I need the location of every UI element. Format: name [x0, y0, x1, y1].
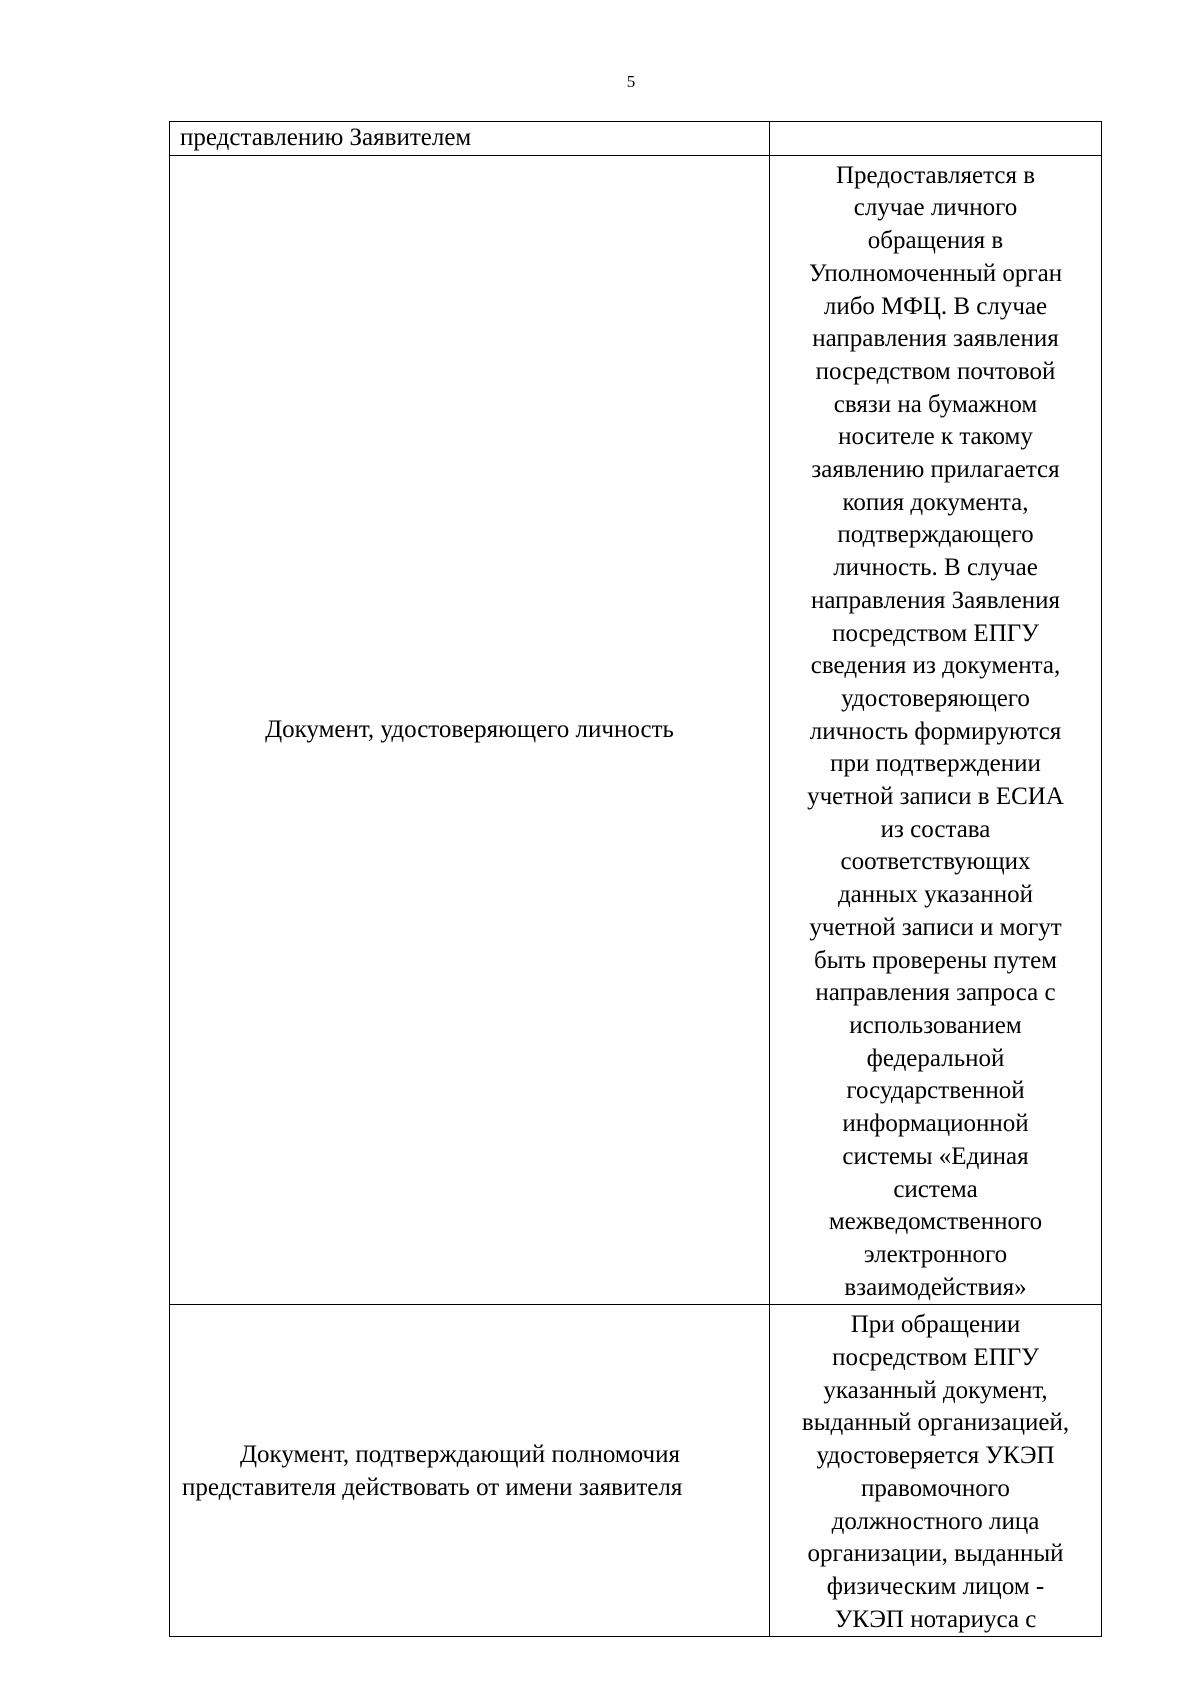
table-cell-note — [770, 122, 1102, 156]
text-line: выданный организацией, — [801, 1409, 1070, 1437]
text-line: личность. В случае — [833, 554, 1038, 582]
table-cell-document-name — [170, 1305, 770, 1637]
text-line: посредством ЕПГУ — [832, 619, 1039, 647]
table-cell-document-name: представлению Заявителем — [170, 122, 770, 156]
text-line: направления заявления — [812, 325, 1059, 353]
text-line: использованием — [849, 1011, 1022, 1039]
text-line: обращения в — [867, 227, 1004, 255]
text-line: сведения из документа, — [810, 652, 1061, 680]
text-line: из состава — [880, 815, 991, 843]
text-line: Предоставляется в — [835, 161, 1035, 189]
text-line: информационной — [842, 1110, 1029, 1138]
text-line: учетной записи и могут — [809, 913, 1062, 941]
text-line: межведомственного — [828, 1208, 1043, 1236]
text-line: правомочного — [861, 1474, 1010, 1502]
text-line: либо МФЦ. В случае — [823, 292, 1048, 320]
text-line: УКЭП нотариуса с — [834, 1605, 1037, 1633]
text-line: представителя действовать от имени заявителя — [182, 1473, 683, 1501]
text-line: федеральной — [866, 1044, 1005, 1072]
text-line: электронного — [863, 1240, 1008, 1268]
text-line: быть проверены путем — [814, 946, 1057, 974]
text-line: государственной — [846, 1077, 1025, 1105]
text-line: При обращении — [850, 1311, 1021, 1339]
table-cell-note — [770, 1305, 1102, 1637]
text-line: соответствующих — [840, 848, 1031, 876]
text-line: системы «Единая — [842, 1142, 1029, 1170]
text-line: организации, выданный — [807, 1540, 1064, 1568]
table-row — [170, 1305, 1102, 1637]
text-line: Уполномоченный орган — [808, 259, 1063, 287]
text-line: направления запроса с — [815, 979, 1056, 1007]
text-line: указанный документ, — [823, 1376, 1048, 1404]
text-line: посредством ЕПГУ — [832, 1344, 1039, 1372]
page-number: 5 — [626, 72, 636, 91]
text-line: носителе к такому — [838, 423, 1033, 451]
text-line: связи на бумажном — [833, 390, 1038, 418]
text-line: личность формируются — [809, 717, 1062, 745]
text-line: направления Заявления — [810, 586, 1061, 614]
table-cell-note — [770, 155, 1102, 1305]
text-line: удостоверяющего — [841, 684, 1030, 712]
text-line: данных указанной — [837, 881, 1034, 909]
text-line: удостоверяется УКЭП — [816, 1442, 1055, 1470]
text-line: взаимодействия» — [844, 1273, 1027, 1301]
text-line: должностного лица — [831, 1507, 1040, 1535]
text-line: копия документа, — [842, 488, 1029, 516]
text-line: Документ, подтверждающий полномочия — [240, 1440, 680, 1468]
text-line: подтверждающего — [837, 521, 1034, 549]
table-cell-document-name: Документ, удостоверяющего личность — [170, 155, 770, 1305]
text-line: посредством почтовой — [815, 357, 1056, 385]
text-line: заявлению прилагается — [811, 456, 1060, 484]
text-line: случае личного — [853, 194, 1018, 222]
document-table — [169, 121, 1102, 1637]
table-row — [170, 155, 1102, 1305]
text-line: система — [893, 1175, 978, 1203]
text-line: при подтверждении — [830, 750, 1041, 778]
text-line: физическим лицом - — [826, 1572, 1045, 1600]
text-line: учетной записи в ЕСИА — [807, 783, 1064, 811]
table-row — [170, 122, 1102, 156]
